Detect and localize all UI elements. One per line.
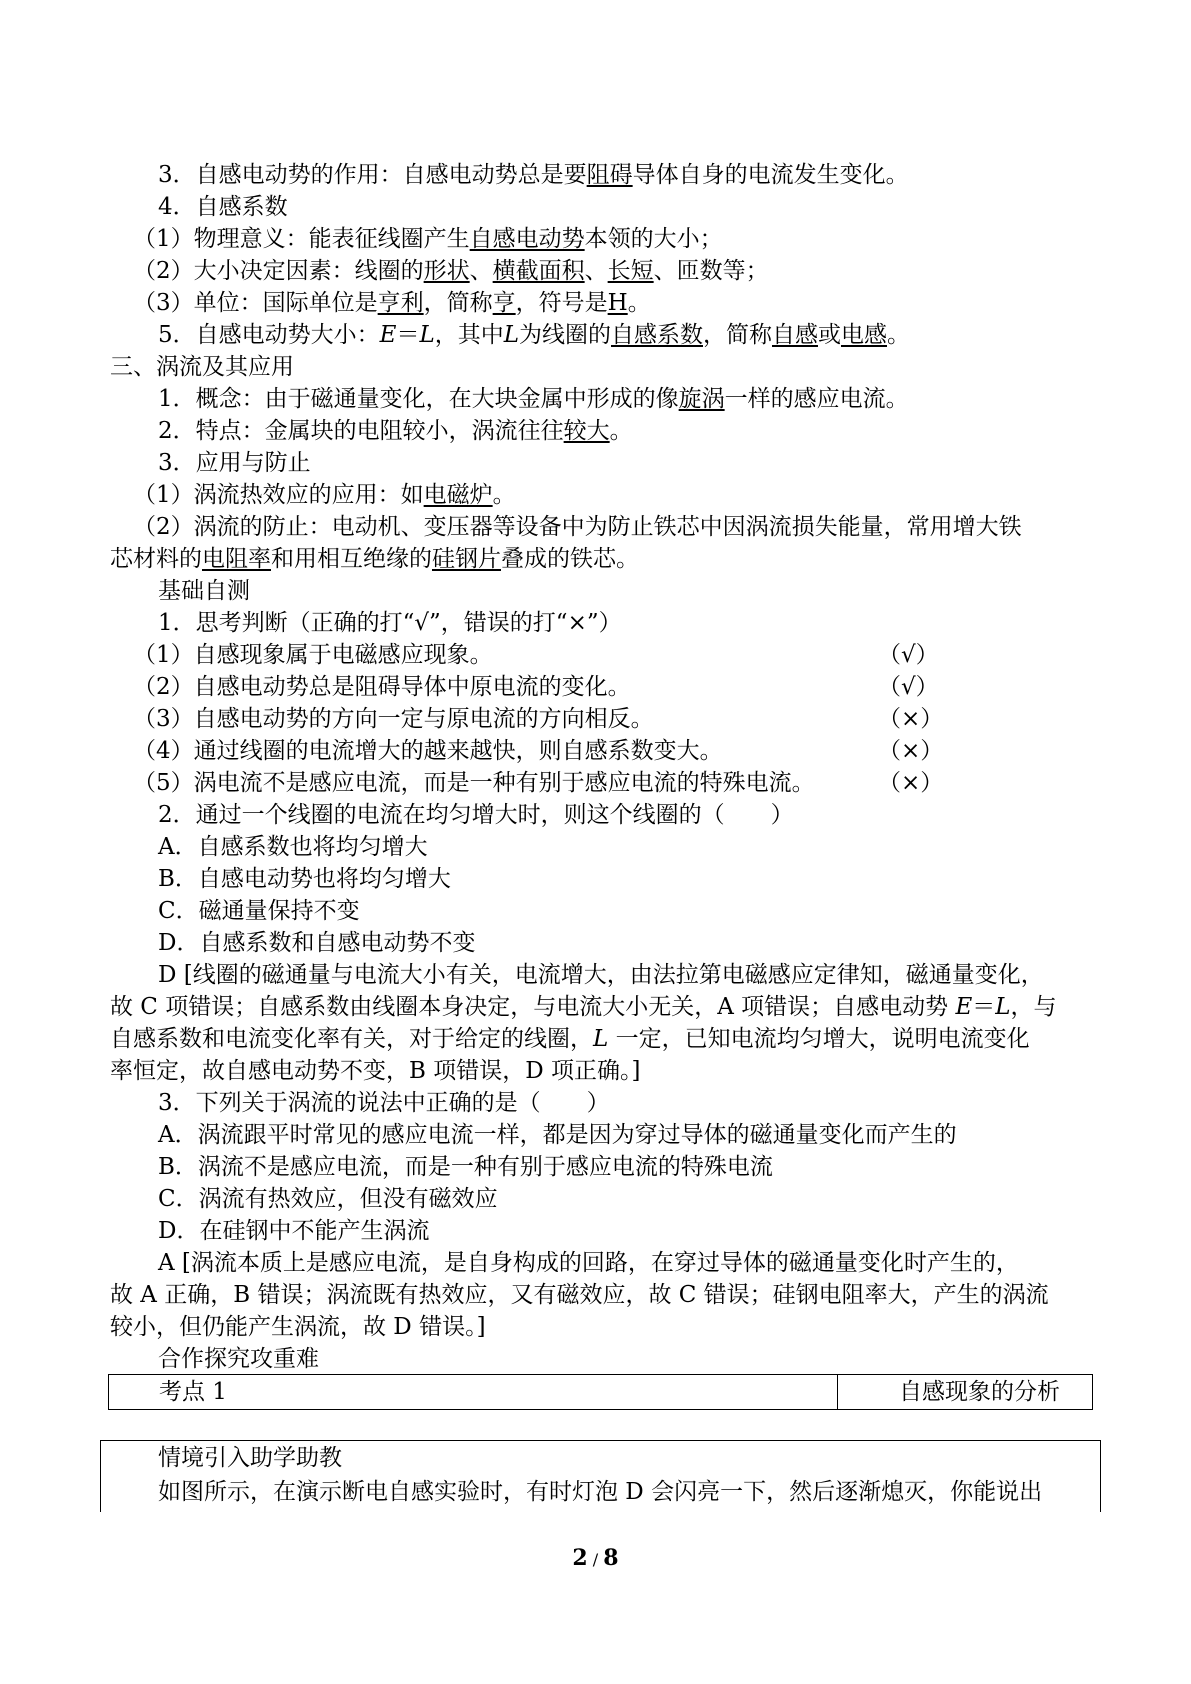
option: A．自感系数也将均匀增大 [158, 834, 428, 860]
judge-item: （3）自感电动势的方向一定与原电流的方向相反。 [133, 706, 654, 732]
judge-mark: （×） [878, 738, 944, 764]
topic-point: 考点 1 [159, 1379, 227, 1405]
judge-mark: （√） [878, 642, 939, 668]
judge-item: （1）自感现象属于电磁感应现象。 [133, 642, 493, 668]
topic-table [108, 1374, 1093, 1410]
option: C．涡流有热效应，但没有磁效应 [158, 1186, 498, 1212]
scenario-box [100, 1440, 1101, 1512]
answer-2-line: 率恒定，故自感电动势不变，B 项错误，D 项正确。] [110, 1058, 641, 1084]
option: C．磁通量保持不变 [158, 898, 360, 924]
para-sec3-5b: 芯材料的电阻率和用相互绝缘的硅钢片叠成的铁芯。 [110, 546, 639, 572]
topic-name: 自感现象的分析 [899, 1379, 1060, 1405]
judge-mark: （×） [878, 770, 944, 796]
judge-item: （5）涡电流不是感应电流，而是一种有别于感应电流的特殊电流。 [133, 770, 815, 796]
heading-test: 基础自测 [158, 578, 250, 604]
judge-mark: （√） [878, 674, 939, 700]
heading-sec3: 三、涡流及其应用 [110, 354, 294, 380]
heading-coop: 合作探究攻重难 [158, 1346, 319, 1372]
judge-mark: （×） [878, 706, 944, 732]
para-sec3-1: 1．概念：由于磁通量变化，在大块金属中形成的像旋涡一样的感应电流。 [158, 386, 909, 412]
page-number: 2 / 8 [572, 1545, 619, 1571]
question-3: 3．下列关于涡流的说法中正确的是（ ） [158, 1090, 610, 1116]
table-divider [837, 1375, 838, 1409]
question-1: 1．思考判断（正确的打“√”，错误的打“×”） [158, 610, 622, 636]
para-s4-1: （1）物理意义：能表征线圈产生自感电动势本领的大小； [133, 226, 723, 252]
question-2: 2．通过一个线圈的电流在均匀增大时，则这个线圈的（ ） [158, 802, 794, 828]
para-sec3-3: 3．应用与防止 [158, 450, 311, 476]
answer-3-line: 较小，但仍能产生涡流，故 D 错误。] [110, 1314, 486, 1340]
para-sec3-2: 2．特点：金属块的电阻较小，涡流往往较大。 [158, 418, 633, 444]
judge-item: （2）自感电动势总是阻碍导体中原电流的变化。 [133, 674, 631, 700]
heading-s4: 4．自感系数 [158, 194, 288, 220]
scenario-title: 情境引入助学助教 [158, 1445, 342, 1471]
para-s4-3: （3）单位：国际单位是亨利，简称亨，符号是H。 [133, 290, 651, 316]
option: D．自感系数和自感电动势不变 [158, 930, 476, 956]
option: D．在硅钢中不能产生涡流 [158, 1218, 430, 1244]
answer-2-line: D [线圈的磁通量与电流大小有关，电流增大，由法拉第电磁感应定律知，磁通量变化， [158, 962, 1044, 988]
answer-3-line: A [涡流本质上是感应电流，是自身构成的回路，在穿过导体的磁通量变化时产生的， [158, 1250, 1019, 1276]
option: A．涡流跟平时常见的感应电流一样，都是因为穿过导体的磁通量变化而产生的 [158, 1122, 957, 1148]
para-sec3-4: （1）涡流热效应的应用：如电磁炉。 [133, 482, 516, 508]
para-sec3-5a: （2）涡流的防止：电动机、变压器等设备中为防止铁芯中因涡流损失能量，常用增大铁 [133, 514, 1022, 540]
para-s3: 3．自感电动势的作用：自感电动势总是要阻碍导体自身的电流发生变化。 [158, 162, 909, 188]
answer-3-line: 故 A 正确，B 错误；涡流既有热效应，又有磁效应，故 C 错误；硅钢电阻率大，产生的涡流 [110, 1282, 1049, 1308]
para-s5: 5．自感电动势大小：E＝L，其中L为线圈的自感系数，简称自感或电感。 [158, 322, 910, 348]
judge-item: （4）通过线圈的电流增大的越来越快，则自感系数变大。 [133, 738, 723, 764]
scenario-text: 如图所示，在演示断电自感实验时，有时灯泡 D 会闪亮一下，然后逐渐熄灭，你能说出 [158, 1479, 1043, 1505]
option: B．涡流不是感应电流，而是一种有别于感应电流的特殊电流 [158, 1154, 773, 1180]
option: B．自感电动势也将均匀增大 [158, 866, 451, 892]
answer-2-line: 故 C 项错误；自感系数由线圈本身决定，与电流大小无关，A 项错误；自感电动势 E＝L，与 [110, 994, 1057, 1020]
para-s4-2: （2）大小决定因素：线圈的形状、横截面积、长短、匝数等； [133, 258, 769, 284]
answer-2-line: 自感系数和电流变化率有关，对于给定的线圈，L 一定，已知电流均匀增大，说明电流变化 [110, 1026, 1030, 1052]
